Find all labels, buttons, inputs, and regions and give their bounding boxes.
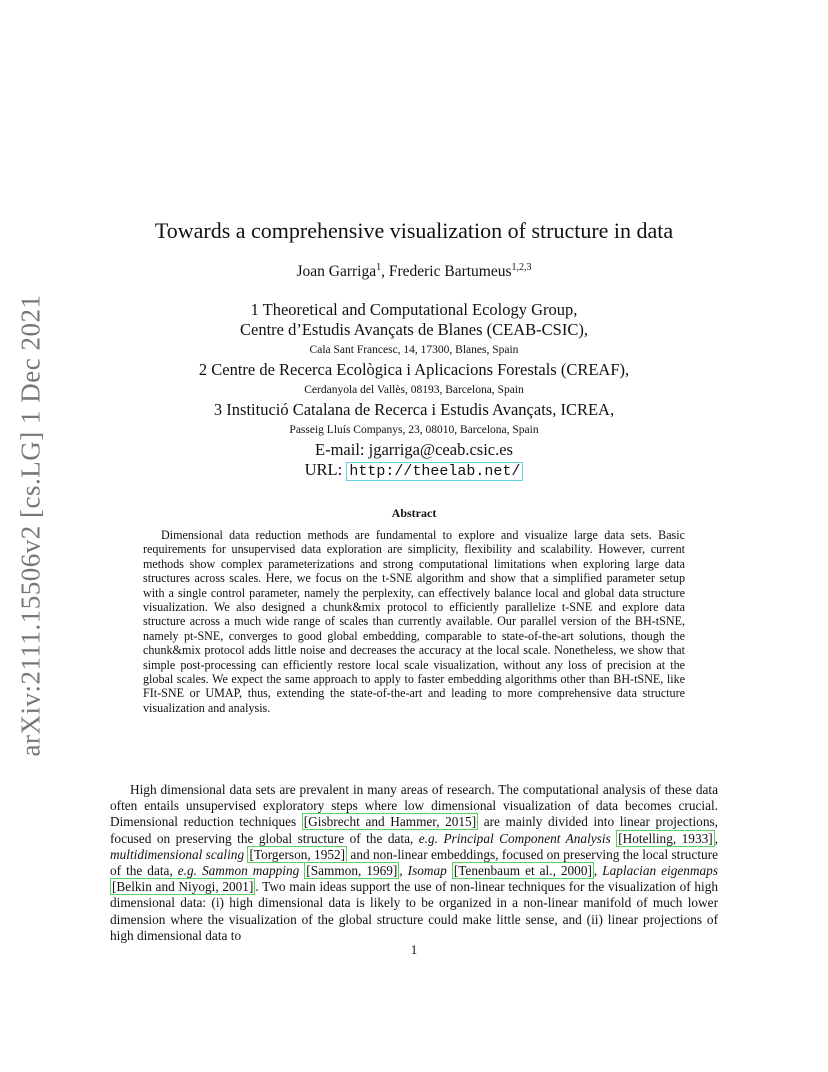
author-affiliation-mark: 1,2,3	[511, 262, 532, 273]
body-text-run: ,	[593, 863, 603, 879]
url-label: URL:	[304, 460, 347, 479]
arxiv-identifier: arXiv:2111.15506v2 [cs.LG] 1 Dec 2021	[15, 294, 46, 756]
emphasis-text: multidimensional scaling	[110, 846, 245, 862]
emphasis-text: Principal Component Analysis	[443, 830, 611, 846]
paper-title: Towards a comprehensive visualization of structure in data	[154, 218, 674, 243]
abstract-text: Dimensional data reduction methods are fundamental to explore and visualize large data sets. Basic requirements for unsupervised data exploration are simplicity, flexibility and scalability. However, current methods show complex parameterizations and strong computational limitations when exploring large data structures across scales. Here, we focus on the t-SNE algorithm and show that a simplified parameter setup with a single control parameter, namely the perplexity, can effectively balance local and global data structure visualization. We also designed a chunk&mix protocol to efficiently parallelize t-SNE and explore data structure across a much wide range of scales than currently available. Our parallel version of the BH-tSNE, namely pt-SNE, converges to good global embedding, comparable to state-of-the-art solutions, though the chunk&mix protocol adds little noise and decreases the accuracy at the local scale. Nonetheless, we show that simple post-processing can efficiently restore local scale visualization, without any loss of precision at the global scales. We expect the same approach to apply to faster embedding algorithms other than BH-tSNE, like FIt-SNE or UMAP, thus, extending the state-of-the-art and leading to more comprehensive data structure visualization and analysis.	[143, 528, 685, 715]
emphasis-text: Laplacian eigenmaps	[602, 863, 719, 879]
citation-link[interactable]: [Tenenbaum et al., 2000]	[453, 863, 592, 879]
emphasis-text: Sammon mapping	[201, 863, 300, 879]
affiliation-line: Centre d’Estudis Avançats de Blanes (CEAB-CSIC),	[240, 320, 588, 339]
body-text-run: ,	[714, 830, 718, 846]
author-name: Frederic Bartumeus	[388, 263, 512, 281]
affiliations	[110, 300, 718, 482]
emphasis-text: Isomap	[407, 863, 447, 879]
citation-link[interactable]: [Sammon, 1969]	[306, 863, 398, 879]
body-text-run: . Two main ideas support the use of non-linear techniques for the visualization of high dimensional data: (i) high dimensional data is likely to be organized in a non-linear manifold of much lower dimension where the visualization of the global structure could make little sense, and (ii) linear projections of high dimensional data to	[110, 879, 719, 943]
affiliation-line: 2 Centre de Recerca Ecològica i Aplicacions Forestals (CREAF),	[198, 360, 630, 379]
url-line	[110, 460, 718, 482]
citation-link[interactable]: [Gisbrecht and Hammer, 2015]	[303, 814, 477, 830]
arxiv-sidebar	[6, 290, 56, 760]
emphasis-text: e.g.	[418, 830, 438, 846]
author-name: Joan Garriga	[296, 263, 377, 281]
affiliation-address: Cerdanyola del Vallès, 08193, Barcelona, Spain	[304, 384, 524, 396]
body-text-run: and non-linear embeddings, focused on preserving the local structure of the data,	[110, 846, 719, 879]
author-separator: ,	[381, 263, 389, 281]
author-line	[110, 262, 718, 281]
citation-link[interactable]: [Belkin and Niyogi, 2001]	[112, 879, 254, 895]
abstract-heading: Abstract	[391, 506, 437, 520]
author-affiliation-mark: 1	[376, 262, 382, 273]
homepage-link[interactable]: http://theelab.net/	[346, 462, 523, 481]
affiliation-address: Passeig Lluís Companys, 23, 08010, Barcelona, Spain	[289, 424, 539, 436]
page-number: 1	[410, 942, 418, 957]
body-paragraph	[110, 782, 718, 944]
affiliation-address: Cala Sant Francesc, 14, 17300, Blanes, Spain	[309, 344, 519, 356]
email-line: E-mail: jgarriga@ceab.csic.es	[315, 440, 513, 459]
body-text-run: High dimensional data sets are prevalent in many areas of research. The computational analysis of these data often entails unsupervised exploratory steps where low dimensional visualization of data becomes crucial. Dimensional reduction techniques	[110, 782, 718, 830]
body-text-run: ,	[399, 863, 408, 879]
citation-link[interactable]: [Hotelling, 1933]	[618, 830, 713, 846]
affiliation-line: 3 Institució Catalana de Recerca i Estudis Avançats, ICREA,	[213, 400, 615, 419]
emphasis-text: e.g.	[177, 863, 197, 879]
body-text-run: are mainly divided into linear projections, focused on preserving the global structure of the data,	[110, 814, 718, 846]
citation-link[interactable]: [Torgerson, 1952]	[249, 846, 346, 862]
affiliation-line: 1 Theoretical and Computational Ecology Group,	[250, 300, 578, 319]
